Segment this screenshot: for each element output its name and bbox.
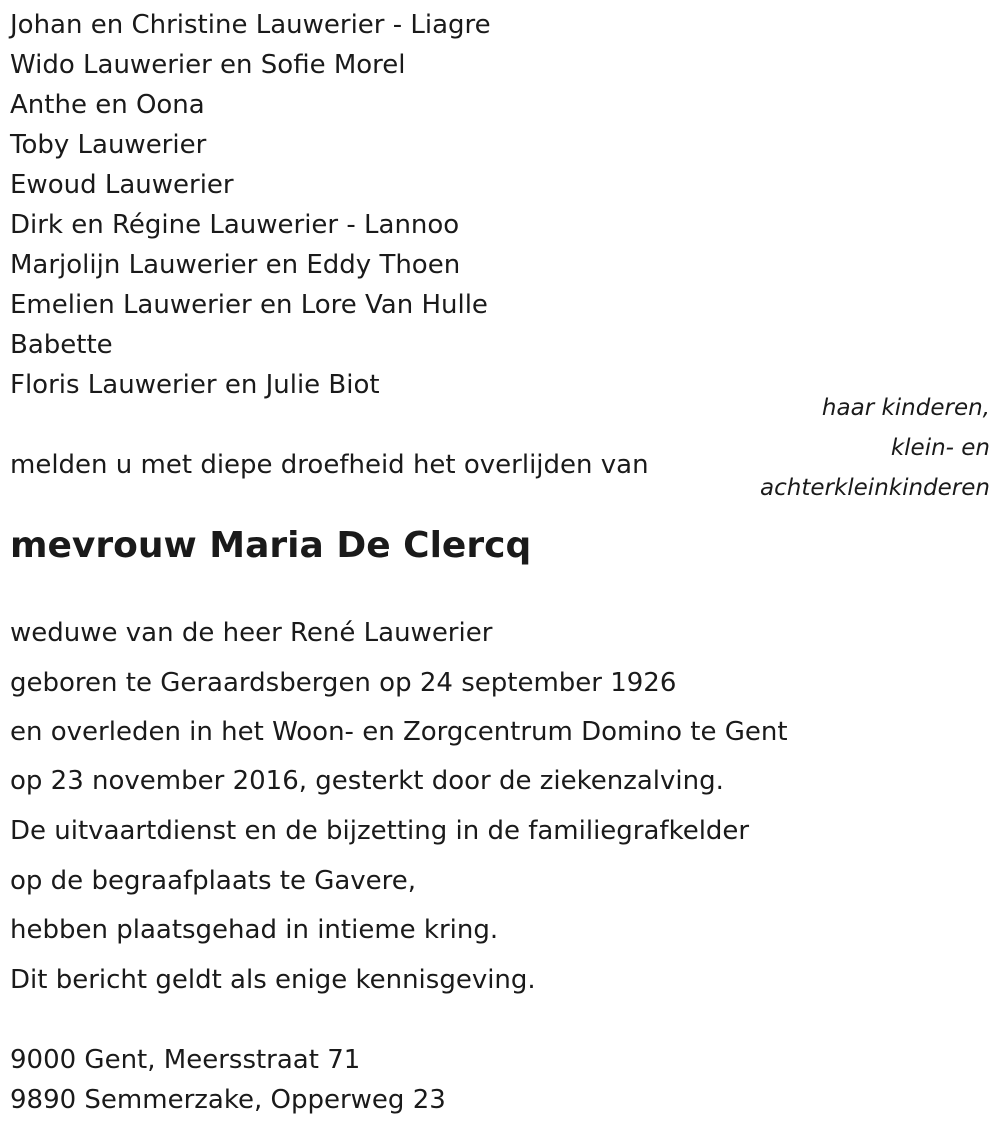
detail-line: Dit bericht geldt als enige kennisgeving. [10, 965, 536, 995]
relation-line: haar kinderen, [821, 395, 990, 421]
family-line: Emelien Lauwerier en Lore Van Hulle [10, 290, 488, 320]
relation-line: achterkleinkinderen [760, 475, 990, 501]
detail-line: weduwe van de heer René Lauwerier [10, 618, 493, 648]
address-line: 9000 Gent, Meersstraat 71 [10, 1045, 361, 1075]
address-line: 9890 Semmerzake, Opperweg 23 [10, 1085, 446, 1115]
family-line: Johan en Christine Lauwerier - Liagre [10, 10, 491, 40]
family-line: Dirk en Régine Lauwerier - Lannoo [10, 210, 460, 240]
family-line: Wido Lauwerier en Sofie Morel [10, 50, 406, 80]
announcement-text: melden u met diepe droefheid het overlijden van [10, 450, 649, 480]
family-line: Floris Lauwerier en Julie Biot [10, 370, 380, 400]
family-line: Marjolijn Lauwerier en Eddy Thoen [10, 250, 461, 280]
family-line: Toby Lauwerier [10, 130, 207, 160]
detail-line: geboren te Geraardsbergen op 24 september 1926 [10, 668, 677, 698]
relation-line: klein- en [890, 435, 990, 461]
detail-line: op de begraafplaats te Gavere, [10, 866, 417, 896]
family-line: Anthe en Oona [10, 90, 205, 120]
detail-line: De uitvaartdienst en de bijzetting in de familiegrafkelder [10, 816, 750, 846]
detail-line: hebben plaatsgehad in intieme kring. [10, 915, 499, 945]
deceased-name: mevrouw Maria De Clercq [10, 525, 532, 566]
detail-line: op 23 november 2016, gesterkt door de ziekenzalving. [10, 766, 724, 796]
detail-line: en overleden in het Woon- en Zorgcentrum Domino te Gent [10, 717, 788, 747]
family-line: Babette [10, 330, 113, 360]
family-line: Ewoud Lauwerier [10, 170, 234, 200]
